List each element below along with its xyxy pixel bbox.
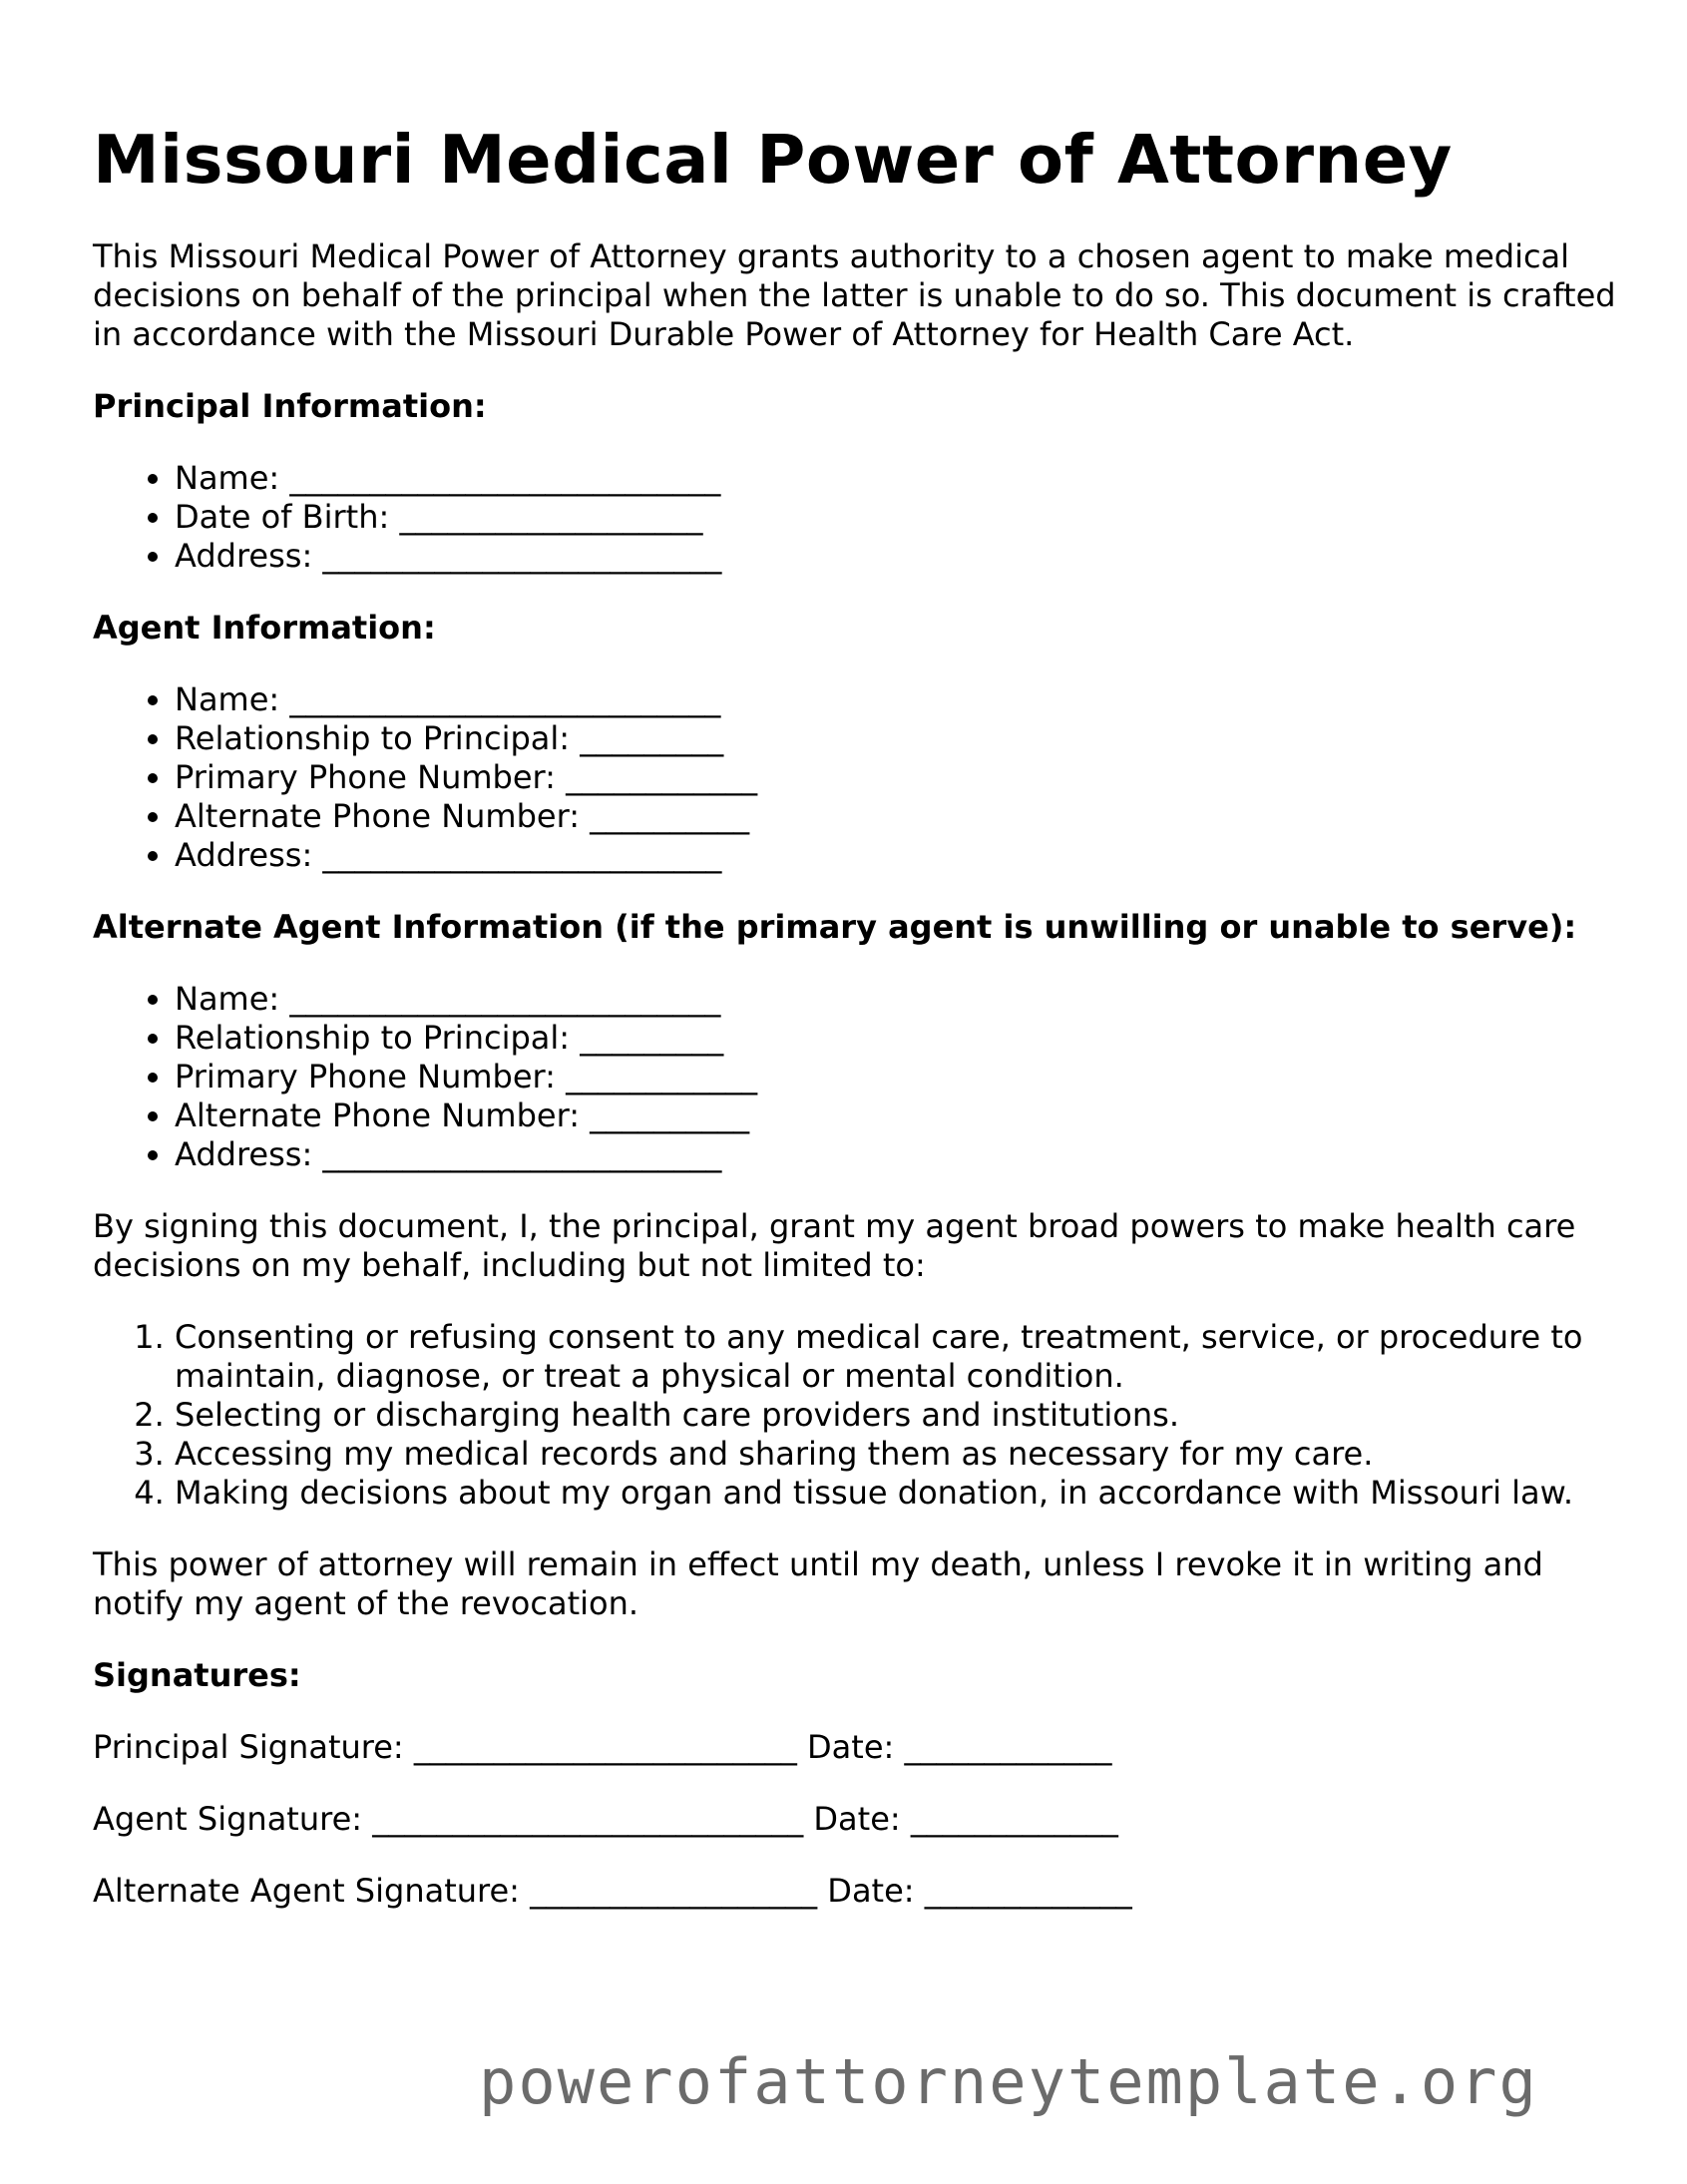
agent-primary-phone-field: • Primary Phone Number: ____________ (175, 758, 1619, 797)
alternate-agent-address-field: • Address: _________________________ (175, 1135, 1619, 1174)
intro-paragraph: This Missouri Medical Power of Attorney grants authority to a chosen agent to make medical decisions on behalf of the principal when the latter is unable to do so. This document is crafted in accordance with the Missouri Durable Power of Attorney for Health Care Act. (93, 237, 1616, 353)
power-item: 1. Consenting or refusing consent to any medical care, treatment, service, or procedure to maintain, diagnose, or treat a physical or mental condition. (175, 1318, 1619, 1396)
agent-signature-line: Agent Signature: ___________________________ Date: _____________ (93, 1800, 1118, 1838)
alternate-agent-primary-phone-field: • Primary Phone Number: ____________ (175, 1058, 1619, 1096)
alternate-agent-alternate-phone-field: • Alternate Phone Number: __________ (175, 1096, 1619, 1135)
site-watermark: powerofattorneytemplate.org (479, 2045, 1538, 2118)
agent-heading: Agent Information: (93, 609, 436, 647)
agent-relationship-field: • Relationship to Principal: _________ (175, 719, 1619, 758)
agent-alternate-phone-field: • Alternate Phone Number: __________ (175, 797, 1619, 836)
principal-heading: Principal Information: (93, 387, 487, 425)
powers-intro-paragraph: By signing this document, I, the principal, grant my agent broad powers to make health care decisions on my behalf, including but not limited to: (93, 1207, 1576, 1284)
powers-list (93, 1318, 1619, 1513)
alternate-agent-relationship-field: • Relationship to Principal: _________ (175, 1019, 1619, 1058)
signatures-heading: Signatures: (93, 1656, 301, 1694)
alternate-agent-name-field: • Name: ___________________________ (175, 980, 1619, 1019)
document-page (93, 112, 1619, 1911)
power-item: 3. Accessing my medical records and sharing them as necessary for my care. (175, 1435, 1619, 1474)
agent-name-field: • Name: ___________________________ (175, 680, 1619, 719)
principal-dob-field: • Date of Birth: ___________________ (175, 498, 1619, 537)
agent-fields (93, 680, 1619, 875)
principal-address-field: • Address: _________________________ (175, 537, 1619, 576)
principal-signature-line: Principal Signature: ________________________ Date: _____________ (93, 1728, 1112, 1766)
alternate-agent-fields (93, 980, 1619, 1174)
principal-name-field: • Name: ___________________________ (175, 459, 1619, 498)
document-title: Missouri Medical Power of Attorney (93, 121, 1453, 199)
alternate-agent-signature-line: Alternate Agent Signature: __________________ Date: _____________ (93, 1872, 1132, 1910)
principal-fields (93, 459, 1619, 576)
power-item: 4. Making decisions about my organ and tissue donation, in accordance with Missouri law. (175, 1474, 1619, 1513)
agent-address-field: • Address: _________________________ (175, 836, 1619, 875)
duration-paragraph: This power of attorney will remain in effect until my death, unless I revoke it in writing and notify my agent of the revocation. (93, 1545, 1543, 1622)
alternate-agent-heading: Alternate Agent Information (if the primary agent is unwilling or unable to serve): (93, 908, 1577, 946)
power-item: 2. Selecting or discharging health care providers and institutions. (175, 1396, 1619, 1435)
